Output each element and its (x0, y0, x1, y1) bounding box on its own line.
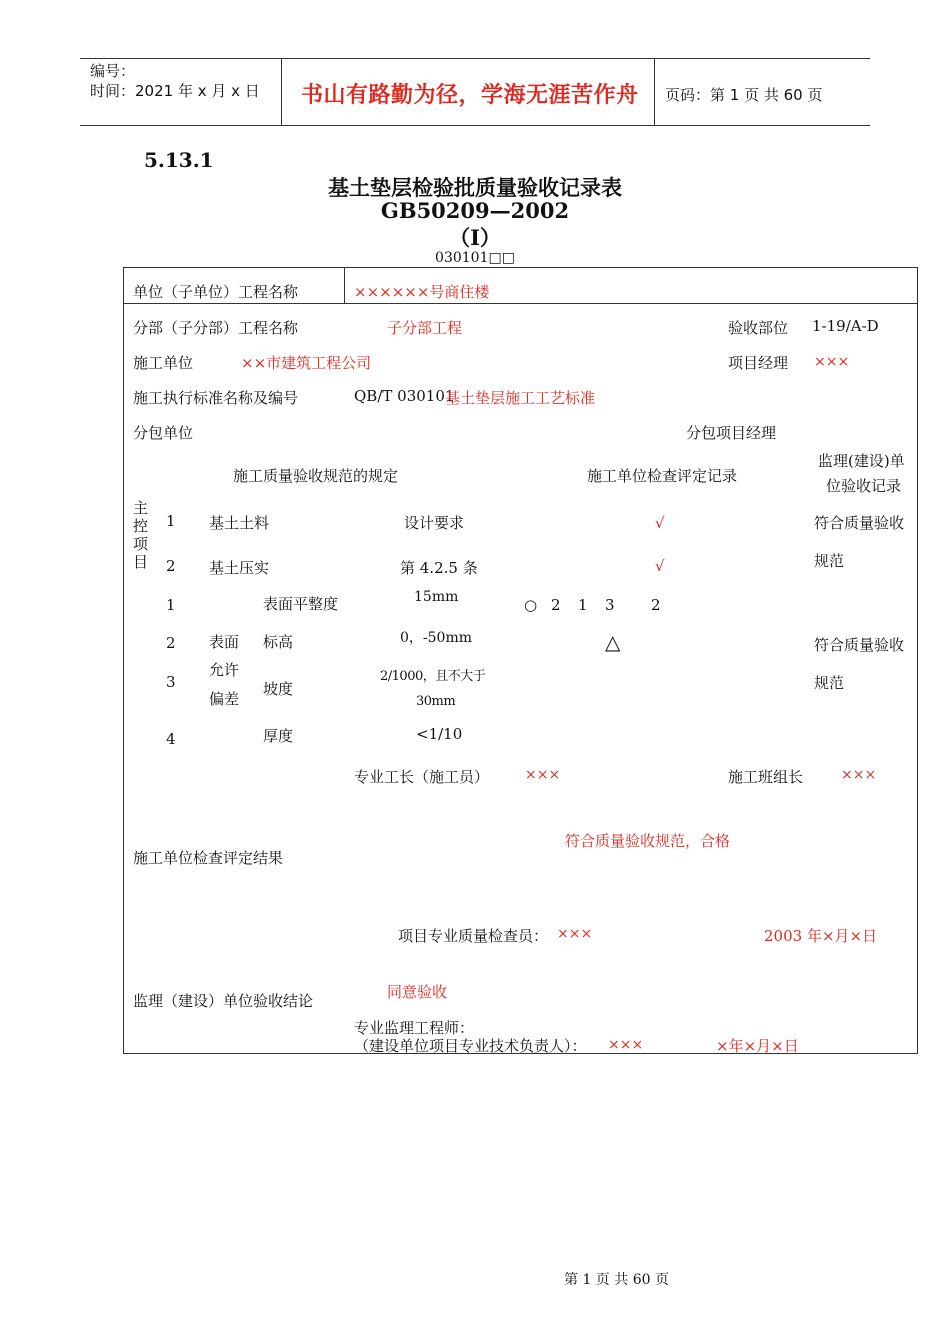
main-control-label: 控 (133, 517, 149, 535)
table-col-divider (344, 267, 345, 303)
col-check-header: 施工单位检查评定记录 (587, 467, 738, 485)
contractor-label: 施工单位 (133, 354, 194, 372)
sub-pm-label: 分包项目经理 (686, 424, 777, 442)
eval-label: 施工单位检查评定结果 (133, 849, 284, 867)
main-result: 符合质量验收 (814, 514, 905, 532)
serial-label: 编号： (90, 62, 136, 80)
tol-result: 规范 (814, 674, 845, 692)
main-item-name: 基土压实 (209, 559, 270, 577)
engineer-label: 专业监理工程师： (354, 1019, 475, 1037)
tol-item-no: 2 (166, 634, 176, 652)
col-supervise-header-2: 位验收记录 (826, 477, 902, 495)
std-label: 施工执行标准名称及编号 (133, 389, 299, 407)
doc-part: （Ⅰ） (449, 225, 501, 250)
header-motto: 书山有路勤为径，学海无涯苦作舟 (301, 83, 639, 108)
eval-value: 符合质量验收规范，合格 (565, 832, 731, 850)
main-item-check: √ (655, 514, 665, 532)
inspector-label: 项目专业质量检查员： (398, 927, 549, 945)
inspector-value: ××× (557, 926, 593, 942)
tol-item-req: 0，-50mm (400, 630, 473, 646)
main-item-req: 设计要求 (404, 514, 465, 532)
measure-value: 1 (578, 596, 588, 614)
header-bottom-rule (80, 125, 870, 126)
page-info: 页码：第 1 页 共 60 页 (665, 86, 823, 104)
tol-item-req: 15mm (414, 589, 459, 605)
main-item-req: 第 4.2.5 条 (400, 559, 478, 577)
measure-value: ○ (524, 596, 538, 614)
header-divider (654, 58, 655, 125)
supervise-value: 同意验收 (387, 983, 448, 1001)
accept-part-value: 1-19/A-D (812, 317, 879, 335)
col-supervise-header-1: 监理(建设)单 (818, 452, 905, 470)
triangle-mark: △ (605, 630, 621, 654)
tol-group-label: 偏差 (209, 690, 240, 708)
tol-group-label: 允许 (209, 661, 240, 679)
accept-part-label: 验收部位 (728, 319, 789, 337)
tol-item-no: 4 (166, 730, 176, 748)
tol-item-req: 2/1000，且不大于 (380, 669, 486, 684)
table-row-divider (123, 303, 918, 304)
engineer-label: （建设单位项目专业技术负责人）： (354, 1037, 587, 1055)
engineer-value: ××× (608, 1037, 644, 1053)
unit-value: ××××××号商住楼 (354, 283, 490, 301)
tol-item-req: 30mm (416, 694, 456, 709)
tol-result: 符合质量验收 (814, 636, 905, 654)
tol-item-no: 3 (166, 673, 176, 691)
main-item-no: 2 (166, 557, 176, 575)
main-control-label: 项 (133, 535, 149, 553)
measure-value: 2 (551, 596, 561, 614)
std-name: 基土垫层施工工艺标准 (445, 389, 596, 407)
subcontract-label: 分包单位 (133, 424, 194, 442)
header-divider (281, 58, 282, 125)
tol-item-no: 1 (166, 596, 176, 614)
pm-label: 项目经理 (728, 354, 789, 372)
team-label: 施工班组长 (728, 768, 804, 786)
std-code: QB/T 030101 (354, 387, 455, 405)
foreman-value: ××× (525, 767, 561, 783)
doc-standard: GB50209—2002 (380, 198, 570, 223)
eval-date: 2003 年×月×日 (764, 927, 878, 945)
col-spec-header: 施工质量验收规范的规定 (233, 467, 399, 485)
page-footer: 第 1 页 共 60 页 (564, 1272, 669, 1288)
main-control-label: 主 (133, 499, 149, 517)
measure-value: 3 (605, 596, 615, 614)
time-label: 时间：2021 年 x 月 x 日 (90, 82, 260, 100)
main-item-no: 1 (166, 512, 176, 530)
tol-item-name: 坡度 (263, 680, 294, 698)
doc-title: 基土垫层检验批质量验收记录表 (328, 175, 622, 200)
header-top-rule (80, 58, 870, 59)
unit-label: 单位（子单位）工程名称 (133, 283, 299, 301)
contractor-value: ××市建筑工程公司 (241, 354, 372, 372)
section-number: 5.13.1 (144, 148, 214, 172)
pm-value: ××× (814, 354, 850, 370)
main-control-label: 目 (133, 553, 149, 571)
tol-item-req: <1/10 (416, 725, 463, 743)
tol-group-label: 表面 (209, 633, 240, 651)
main-result: 规范 (814, 552, 845, 570)
foreman-label: 专业工长（施工员） (354, 768, 490, 786)
sub-value: 子分部工程 (387, 319, 463, 337)
tol-item-name: 厚度 (263, 727, 294, 745)
sub-label: 分部（子分部）工程名称 (133, 319, 299, 337)
measure-value: 2 (651, 596, 661, 614)
doc-code: 030101□□ (435, 250, 515, 266)
tol-item-name: 标高 (263, 633, 294, 651)
supervise-date: ×年×月×日 (716, 1037, 799, 1055)
tol-item-name: 表面平整度 (263, 595, 339, 613)
main-item-name: 基土土料 (209, 514, 270, 532)
team-value: ××× (841, 767, 877, 783)
main-item-check: √ (655, 557, 665, 575)
supervise-label: 监理（建设）单位验收结论 (133, 992, 314, 1010)
